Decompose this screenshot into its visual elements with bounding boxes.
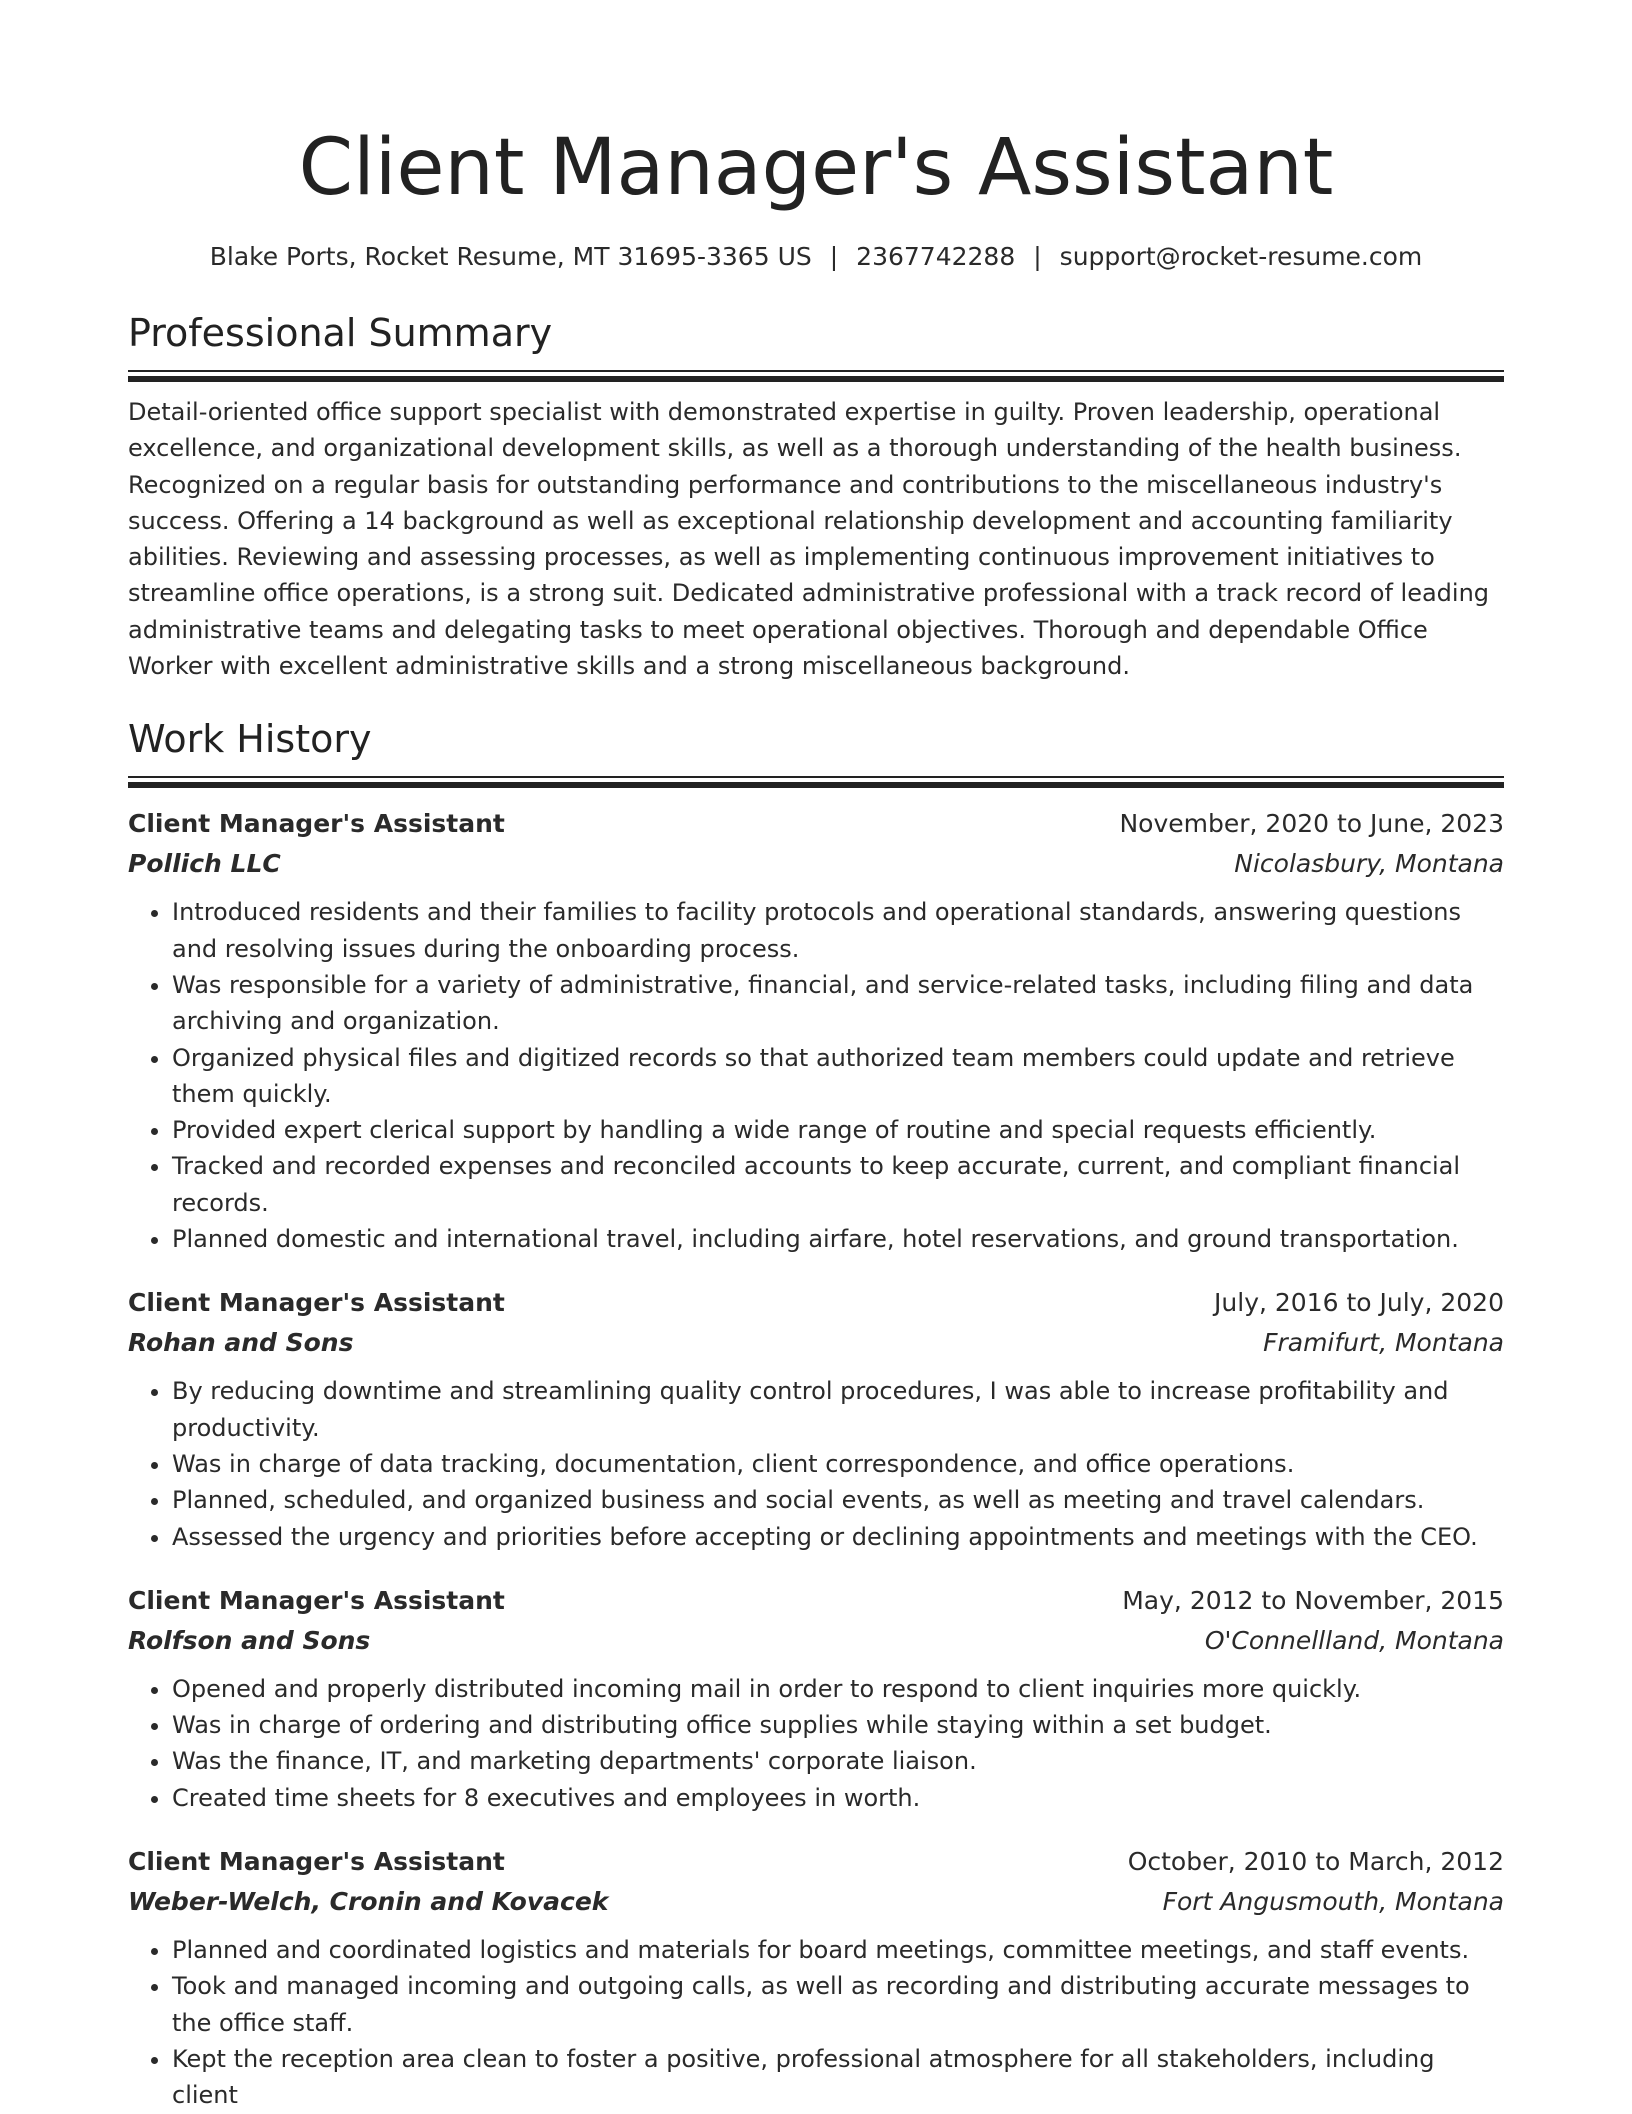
resume-page — [128, 0, 1504, 2114]
job-company: Weber-Welch, Cronin and Kovacek — [128, 1887, 609, 1917]
job-bullet: • Was in charge of data tracking, documentation, client correspondence, and office operations. — [172, 1446, 1504, 1482]
job-bullet: • Was in charge of ordering and distributing office supplies while staying within a set budget. — [172, 1707, 1504, 1743]
job-location: O'Connellland, Montana — [1204, 1625, 1504, 1655]
job-entry — [128, 1283, 1504, 1554]
contact-separator: | — [829, 242, 839, 271]
job-bullet: • Kept the reception area clean to foster a positive, professional atmosphere for all stakeholders, including client — [172, 2041, 1504, 2114]
job-bullet: • Took and managed incoming and outgoing calls, as well as recording and distributing accurate messages to the office staff. — [172, 1968, 1504, 2041]
professional-summary-section — [128, 310, 1504, 684]
job-bullet: • Introduced residents and their families to facility protocols and operational standards, answering questions and resolving issues during the onboarding process. — [172, 894, 1504, 967]
section-divider — [128, 370, 1504, 382]
job-bullet-list — [128, 1671, 1504, 1816]
job-bullet: • By reducing downtime and streamlining quality control procedures, I was able to increase profitability and productivity. — [172, 1373, 1504, 1446]
job-entry — [128, 1842, 1504, 2113]
job-location: Nicolasbury, Montana — [1234, 849, 1504, 879]
job-bullet: • Was the finance, IT, and marketing departments' corporate liaison. — [172, 1743, 1504, 1779]
summary-text: Detail-oriented office support specialist with demonstrated expertise in guilty. Proven leadership, operational excellence, and organizational development skills, as well as a thorough understanding of the health business. Recognized on a regular basis for outstanding performance and contributions to the miscellaneous industry's success. Offering a 14 background as well as exceptional relationship development and accounting familiarity abilities. Reviewing and assessing processes, as well as implementing continuous improvement initiatives to streamline office operations, is a strong suit. Dedicated administrative professional with a track record of leading administrative teams and delegating tasks to meet operational objectives. Thorough and dependable Office Worker with excellent administrative skills and a strong miscellaneous background. — [128, 398, 1490, 681]
job-list — [128, 804, 1504, 2113]
job-bullet-list — [128, 894, 1504, 1257]
section-divider — [128, 776, 1504, 788]
job-title: Client Manager's Assistant — [128, 1847, 505, 1877]
job-dates: July, 2016 to July, 2020 — [1214, 1288, 1504, 1318]
section-heading-work-history: Work History — [128, 717, 372, 762]
resume-title: Client Manager's Assistant — [298, 123, 1334, 213]
job-bullet: • Planned, scheduled, and organized business and social events, as well as meeting and travel calendars. — [172, 1482, 1504, 1518]
job-location: Framifurt, Montana — [1263, 1328, 1504, 1358]
contact-address: Blake Ports, Rocket Resume, MT 31695-3365 US — [209, 242, 812, 271]
job-title: Client Manager's Assistant — [128, 1288, 505, 1318]
job-company-row — [128, 844, 1504, 884]
job-title: Client Manager's Assistant — [128, 809, 505, 839]
job-entry — [128, 1581, 1504, 1816]
contact-separator: | — [1033, 242, 1042, 271]
job-bullet: • Organized physical files and digitized records so that authorized team members could update and retrieve them quickly. — [172, 1040, 1504, 1113]
job-bullet: • Planned domestic and international travel, including airfare, hotel reservations, and ground transportation. — [172, 1221, 1504, 1257]
job-location: Fort Angusmouth, Montana — [1162, 1887, 1504, 1917]
section-heading-summary: Professional Summary — [128, 311, 553, 355]
job-bullet: • Created time sheets for 8 executives and employees in worth. — [172, 1780, 1504, 1816]
job-company-row — [128, 1323, 1504, 1363]
job-company-row — [128, 1882, 1504, 1922]
job-dates: October, 2010 to March, 2012 — [1127, 1847, 1504, 1877]
job-company-row — [128, 1621, 1504, 1661]
job-entry — [128, 804, 1504, 1257]
job-bullet-list — [128, 1932, 1504, 2113]
job-company: Rolfson and Sons — [128, 1625, 371, 1655]
job-bullet: • Opened and properly distributed incoming mail in order to respond to client inquiries more quickly. — [172, 1671, 1504, 1707]
job-company: Rohan and Sons — [128, 1328, 354, 1358]
job-bullet: • Provided expert clerical support by handling a wide range of routine and special requests efficiently. — [172, 1112, 1504, 1148]
contact-email: support@rocket-resume.com — [1059, 242, 1423, 271]
job-bullet: • Assessed the urgency and priorities before accepting or declining appointments and meetings with the CEO. — [172, 1519, 1504, 1555]
job-header-row — [128, 1283, 1504, 1323]
job-title: Client Manager's Assistant — [128, 1585, 505, 1615]
job-bullet: • Tracked and recorded expenses and reconciled accounts to keep accurate, current, and compliant financial records. — [172, 1148, 1504, 1221]
job-bullet-list — [128, 1373, 1504, 1554]
contact-line — [128, 240, 1504, 274]
job-header-row — [128, 1842, 1504, 1882]
job-header-row — [128, 804, 1504, 844]
job-bullet: • Was responsible for a variety of administrative, financial, and service-related tasks, including filing and data archiving and organization. — [172, 967, 1504, 1040]
contact-phone: 2367742288 — [856, 242, 1016, 271]
job-bullet: • Planned and coordinated logistics and materials for board meetings, committee meetings, and staff events. — [172, 1932, 1504, 1968]
job-dates: May, 2012 to November, 2015 — [1122, 1585, 1504, 1615]
work-history-section — [128, 716, 1504, 2113]
job-dates: November, 2020 to June, 2023 — [1119, 809, 1504, 839]
job-company: Pollich LLC — [128, 849, 281, 879]
job-header-row — [128, 1581, 1504, 1621]
